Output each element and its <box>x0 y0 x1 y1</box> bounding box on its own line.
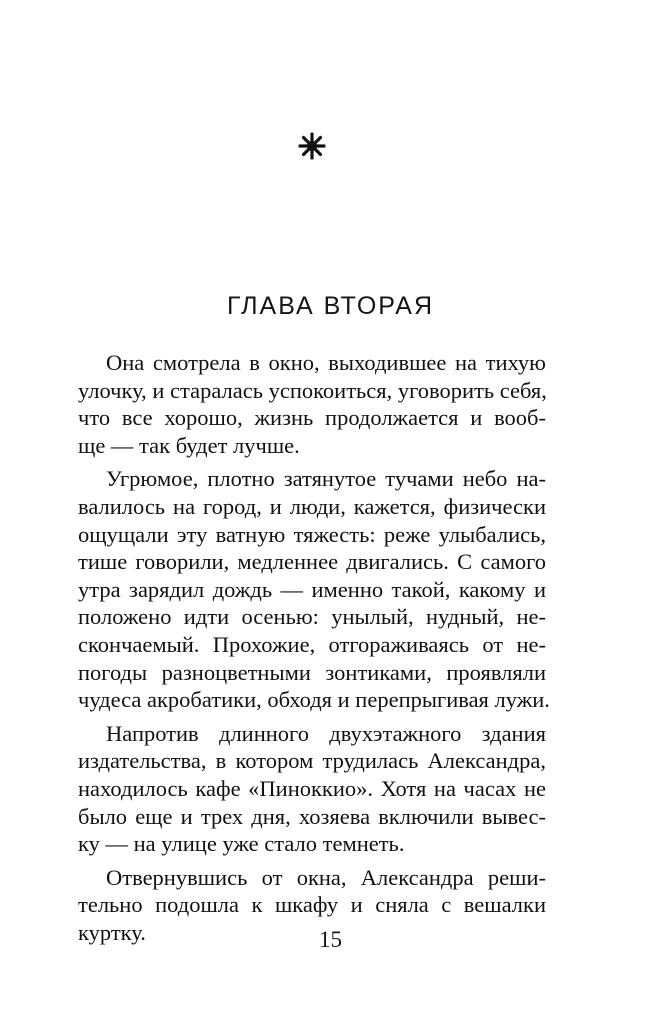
text-line: находилось кафе «Пиноккио». Хотя на часах не <box>78 775 546 801</box>
text-line: положено идти осенью: унылый, нудный, не- <box>78 604 546 630</box>
text-line: было еще и трех дня, хозяева включили вывес- <box>78 803 546 829</box>
text-line: издательства, в котором трудилась Александра, <box>78 748 546 774</box>
paragraph-1 <box>78 349 546 459</box>
paragraph-3 <box>78 720 546 858</box>
text-line: чудеса акробатики, обходя и перепрыгивая лужи. <box>78 687 550 713</box>
text-line: ощущали эту ватную тяжесть: реже улыбались, <box>78 521 546 547</box>
text-line: ще — так будет лучше. <box>78 432 300 458</box>
text-line: что все хорошо, жизнь продолжается и вооб- <box>78 405 546 431</box>
text-line: Она смотрела в окно, выходившее на тихую <box>106 350 546 375</box>
text-line: скончаемый. Прохожие, отгораживаясь от не- <box>78 631 546 657</box>
text-line: Напротив длинного двухэтажного здания <box>106 720 546 746</box>
chapter-title: ГЛАВА ВТОРАЯ <box>226 292 434 320</box>
asterisk-ornament-icon <box>298 132 326 160</box>
text-line: погоды разноцветными зонтиками, проявляли <box>78 659 546 685</box>
text-line: куртку. <box>78 919 146 945</box>
text-line: ку — на улице уже стало темнеть. <box>78 831 405 857</box>
paragraph-2 <box>78 465 550 713</box>
text-line: улочку, и старалась успокоиться, уговорить себя, <box>78 377 547 403</box>
text-line: утра зарядил дождь — именно такой, какому и <box>78 576 546 602</box>
text-line: тельно подошла к шкафу и сняла с вешалки <box>78 892 546 918</box>
body-text <box>78 349 550 952</box>
text-line: валилось на город, и люди, кажется, физически <box>78 493 546 519</box>
text-line: Угрюмое, плотно затянутое тучами небо на- <box>106 466 546 492</box>
text-line: Отвернувшись от окна, Александра реши- <box>106 864 546 890</box>
page-number: 15 <box>319 927 342 952</box>
text-line: тише говорили, медленнее двигались. С самого <box>78 549 546 575</box>
